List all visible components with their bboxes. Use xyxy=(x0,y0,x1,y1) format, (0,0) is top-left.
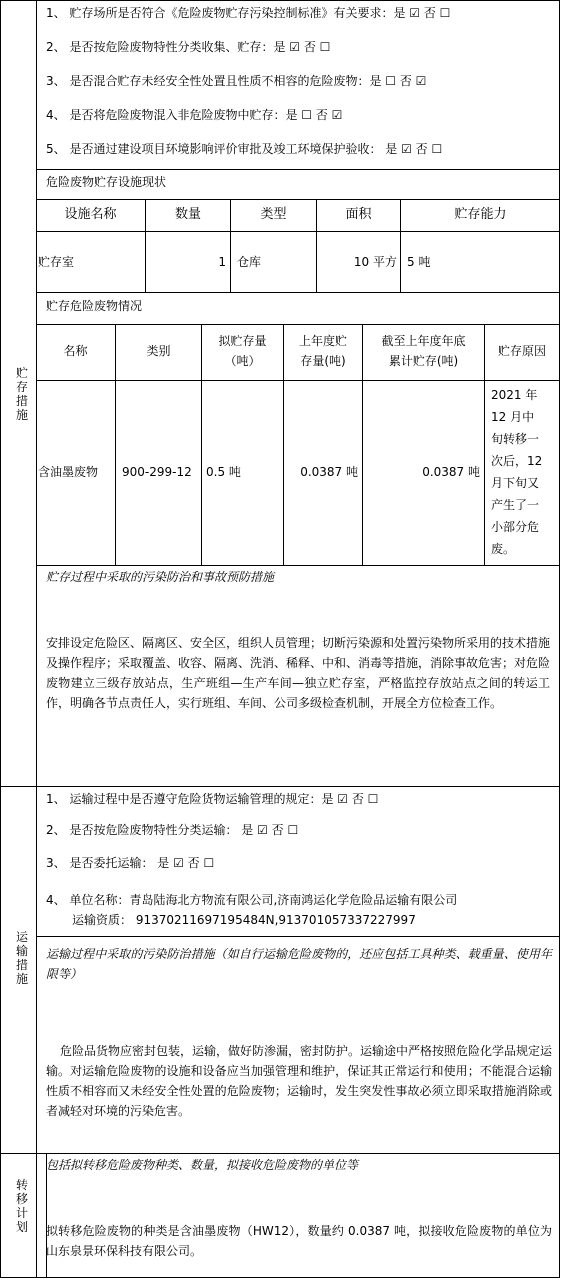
waste-planned: 0.5 吨 xyxy=(206,465,241,479)
waste-header-category: 类别 xyxy=(146,344,171,358)
waste-header-cumulative-2: 累计贮存(吨) xyxy=(388,354,459,368)
facility-header-bottom xyxy=(36,231,560,232)
label-column-divider xyxy=(36,0,37,1278)
waste-header-planned-2: （吨） xyxy=(224,354,261,368)
facility-header-type: 类型 xyxy=(260,207,287,222)
waste-header-planned-1: 拟贮存量 xyxy=(218,334,267,348)
transport-section-label: 运输措施 xyxy=(15,930,28,986)
frame-right xyxy=(559,0,560,1278)
waste-reason-line: 产生了一 xyxy=(491,498,540,512)
waste-title: 贮存危险废物情况 xyxy=(46,299,143,313)
storage-measures-text: 安排设定危险区、隔离区、安全区，组织人员管理；切断污染源和处置污染物所采用的技术措施及操作程序；采取覆盖、收容、隔离、洗消、稀释、中和、消毒等措施，消除事故危害；对危险废物建立三级存放站点，生产班组—生产车间—独立贮存室，严格监控存放站点之间的转运工作，明确各节点责任人，实行班组、车间、公司多级检查机制，开展全方位检查工作。 xyxy=(46,636,551,710)
storage-measures-title: 贮存过程中采取的污染防治和事故预防措施 xyxy=(46,570,275,584)
waste-col-1 xyxy=(115,324,116,565)
transfer-text: 拟转移危险废物的种类是含油墨废物（HW12），数量约 0.0387 吨，拟接收危险废物的单位为山东泉景环保科技有限公司。 xyxy=(46,1224,552,1258)
facility-row-bottom xyxy=(36,292,560,293)
facility-header-top xyxy=(36,199,560,200)
waste-reason-line: 2021 年 xyxy=(491,388,538,402)
facility-area: 10 平方 xyxy=(353,255,397,269)
storage-section-label: 贮存措施 xyxy=(15,366,28,422)
transport-unit-name: 4、 单位名称：青岛陆海北方物流有限公司,济南鸿运化学危险品运输有限公司 xyxy=(46,893,458,907)
transport-check-2: 2、 是否按危险废物特性分类运输： 是 ☑ 否 ☐ xyxy=(46,823,299,837)
facility-capacity: 5 吨 xyxy=(407,255,431,269)
waste-reason-line: 月下旬又 xyxy=(491,476,540,490)
storage-check-1: 1、 贮存场所是否符合《危险废物贮存污染控制标准》有关要求：是 ☑ 否 ☐ xyxy=(46,6,451,20)
facility-header-area: 面积 xyxy=(345,207,372,222)
transport-measures-text: 危险品货物应密封包装，运输，做好防渗漏，密封防护。运输途中严格按照危险化学品规定运输。对运输危险废物的设施和设备应当加强管理和维护，保证其正常运行和使用；不能混合运输性质不相容而又未经安全性处置的危险废物；运输时，发生突发性事故必须立即采取措施消除或者减轻对环境的污染危害。 xyxy=(46,1044,553,1118)
transport-qualification: 运输资质： 91370211697195484N,913701057337227997 xyxy=(72,913,416,927)
storage-transport-divider xyxy=(0,786,560,787)
waste-row-bottom xyxy=(36,565,560,566)
transfer-section-label: 转移计划 xyxy=(15,1178,28,1234)
facility-title-top xyxy=(36,169,560,170)
facility-header-capacity: 贮存能力 xyxy=(454,207,507,222)
waste-reason-line: 次后，12 xyxy=(491,454,543,468)
transport-measures-title: 运输过程中采取的污染防治措施（如自行运输危险废物的，还应包括工具种类、载重量、使用年限等） xyxy=(46,947,552,981)
storage-check-4: 4、 是否将危险废物混入非危险废物中贮存：是 ☐ 否 ☑ xyxy=(46,108,343,122)
facility-quantity: 1 xyxy=(218,255,226,269)
waste-reason-line: 小部分危 xyxy=(491,520,540,534)
waste-header-last-year-2: 存量(吨) xyxy=(300,354,346,368)
facility-header-quantity: 数量 xyxy=(174,207,201,222)
storage-check-5: 5、 是否通过建设项目环境影响评价审批及竣工环境保护验收： 是 ☑ 否 ☐ xyxy=(46,142,443,156)
frame-bottom xyxy=(0,1277,560,1278)
frame-left xyxy=(0,0,1,1278)
waste-cumulative: 0.0387 吨 xyxy=(422,465,480,479)
waste-name: 含油墨废物 xyxy=(38,465,99,479)
transport-measures-top xyxy=(36,936,560,937)
facility-title: 危险废物贮存设施现状 xyxy=(46,175,167,189)
transfer-title: 包括拟转移危险废物种类、数量，拟接收危险废物的单位等 xyxy=(46,1158,359,1172)
waste-last-year: 0.0387 吨 xyxy=(300,465,358,479)
waste-header-cumulative-1: 截至上年度年底 xyxy=(381,334,466,348)
transport-check-3: 3、 是否委托运输： 是 ☑ 否 ☐ xyxy=(46,856,215,870)
waste-header-last-year-1: 上年度贮 xyxy=(298,334,347,348)
waste-reason-line: 废。 xyxy=(491,542,516,556)
frame-top xyxy=(0,0,560,1)
waste-col-5 xyxy=(484,324,485,565)
facility-header-name: 设施名称 xyxy=(64,207,117,222)
waste-header-reason: 贮存原因 xyxy=(497,344,546,358)
storage-check-2: 2、 是否按危险废物特性分类收集、贮存：是 ☑ 否 ☐ xyxy=(46,40,331,54)
facility-name: 贮存室 xyxy=(38,255,75,269)
storage-check-3: 3、 是否混合贮存未经安全性处置且性质不相容的危险废物：是 ☐ 否 ☑ xyxy=(46,74,427,88)
transport-transfer-divider xyxy=(0,1153,560,1154)
waste-reason-line: 12 月中 xyxy=(491,410,535,424)
waste-header-name: 名称 xyxy=(63,344,88,358)
waste-category: 900-299-12 xyxy=(122,465,192,479)
waste-reason-line: 旬转移一 xyxy=(491,432,540,446)
transport-check-1: 1、 运输过程中是否遵守危险货物运输管理的规定：是 ☑ 否 ☐ xyxy=(46,792,379,806)
facility-type: 仓库 xyxy=(237,255,262,269)
